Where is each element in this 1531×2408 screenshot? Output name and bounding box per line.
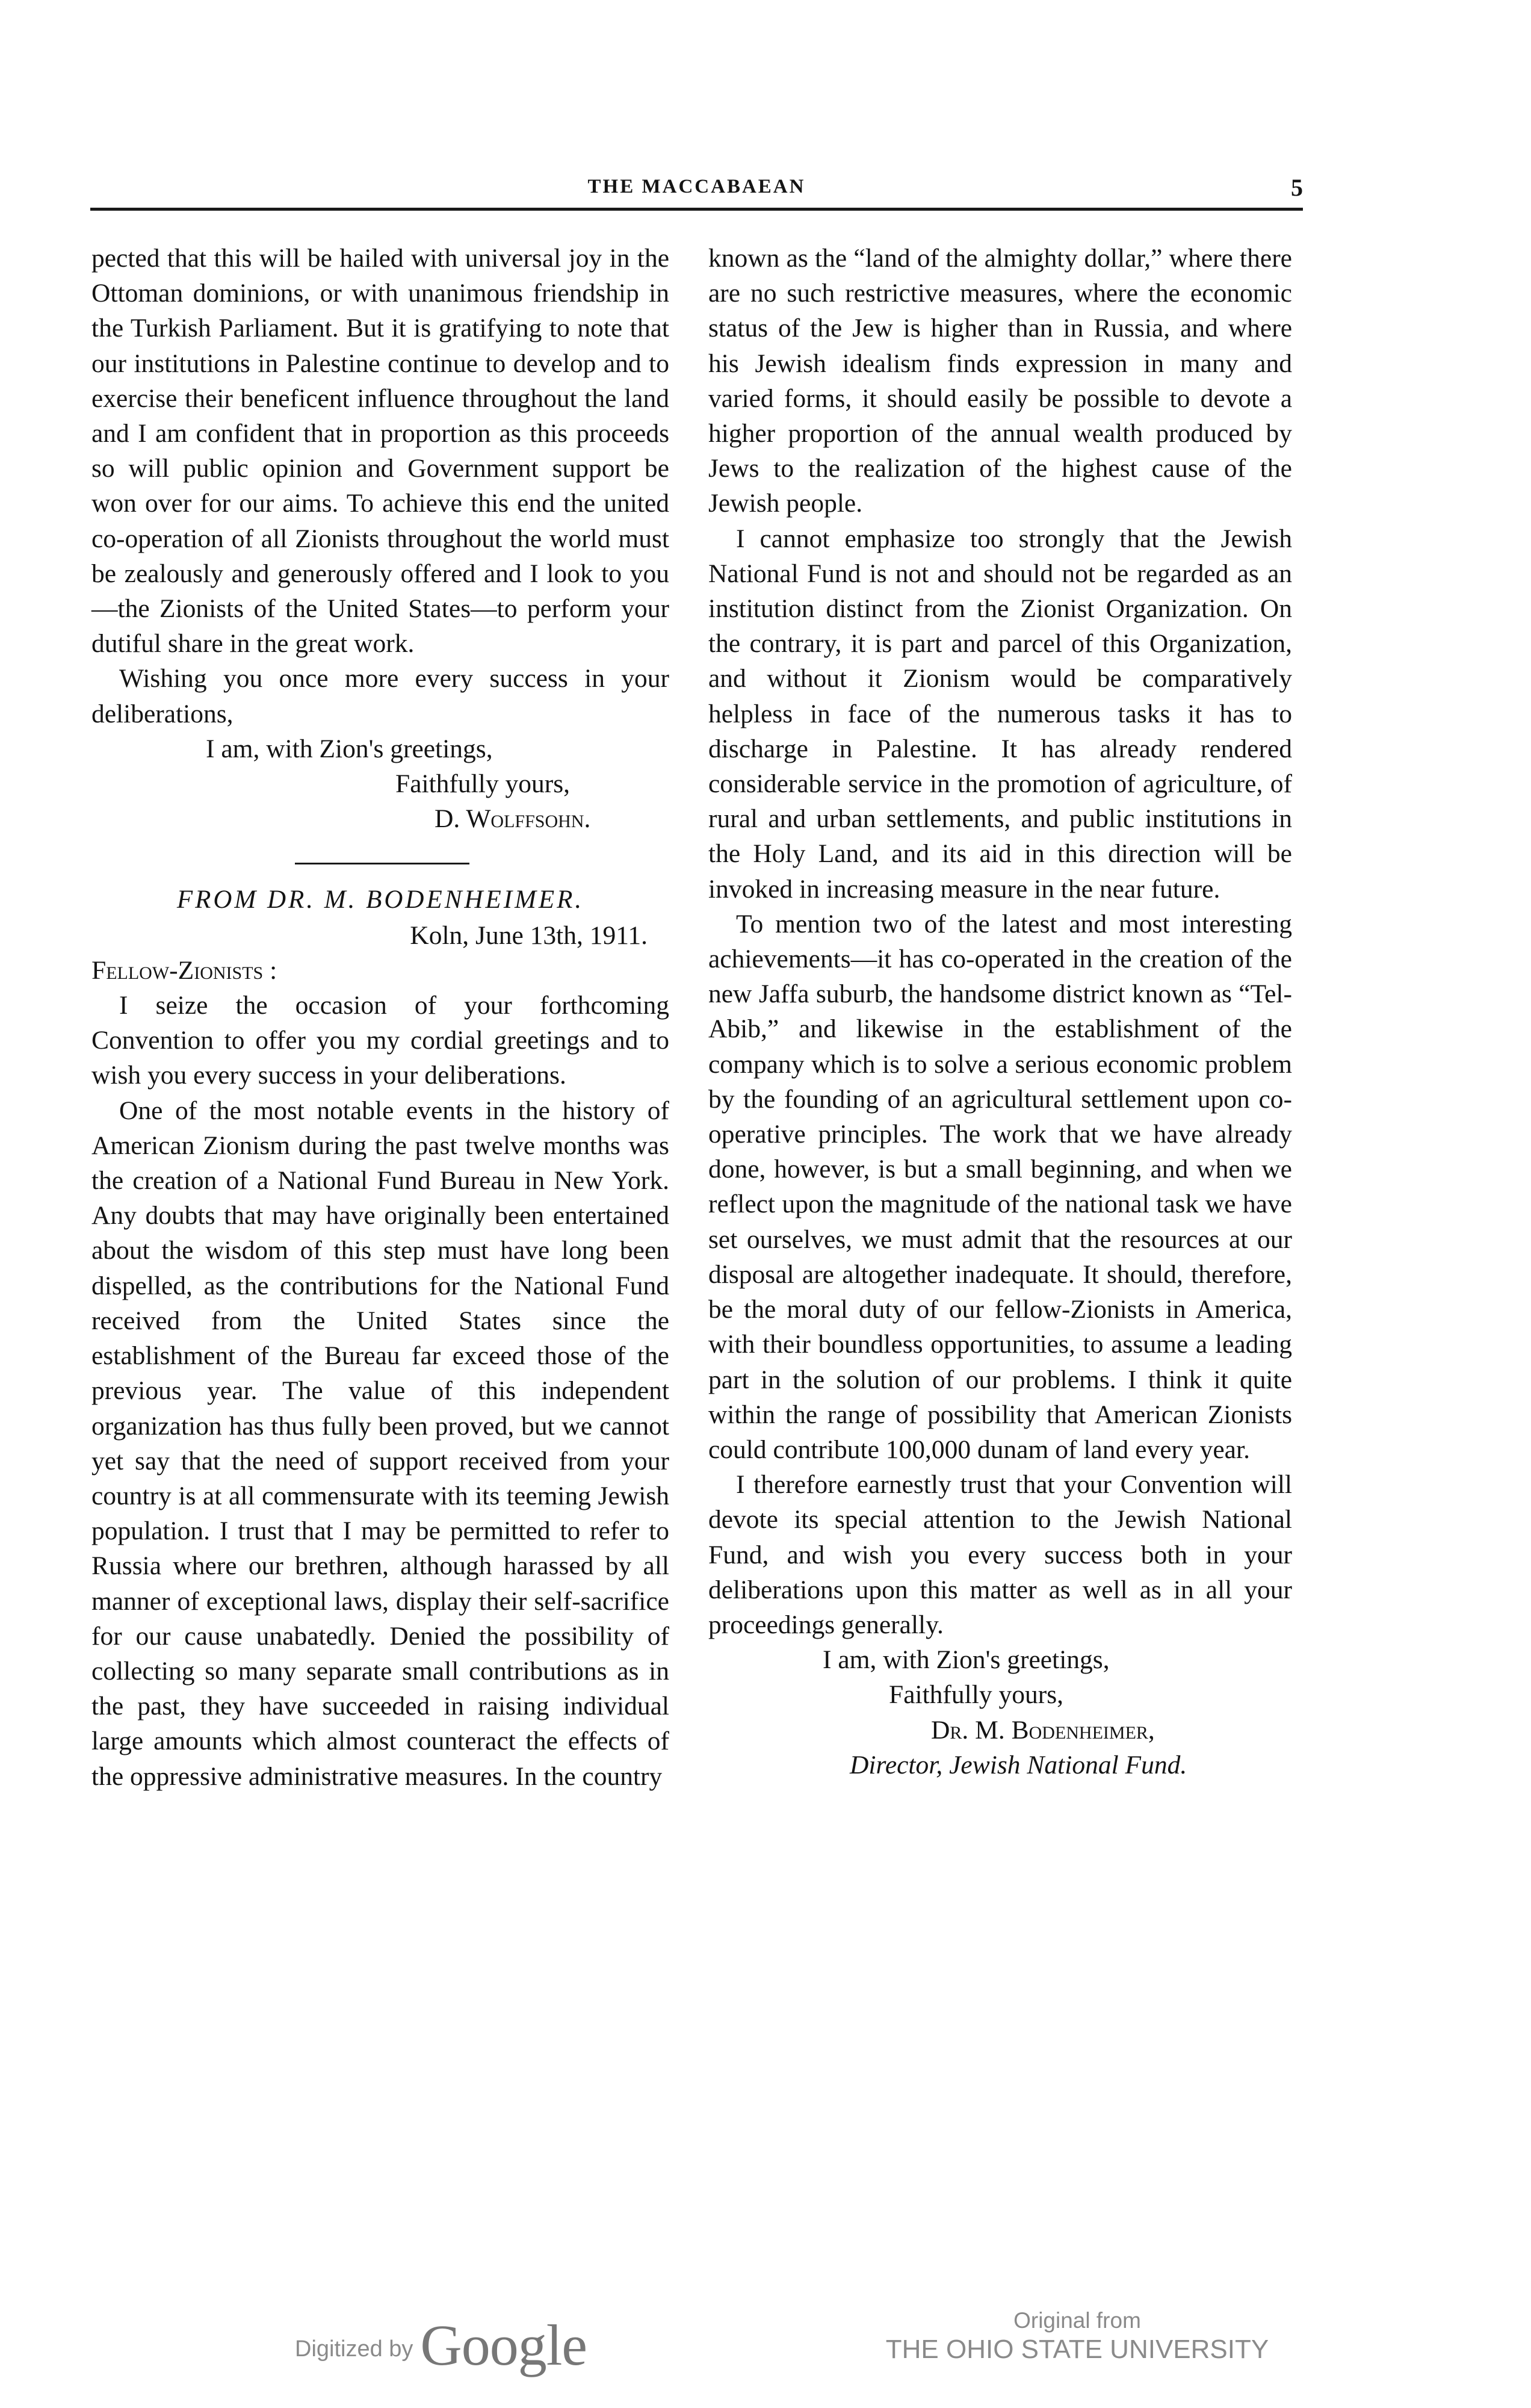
letter-body-paragraph: One of the most notable events in the history of American Zionism during the past twelve months was the creation of a National Fund Bureau in New York. Any doubts that may have originally been entertained about the wisdom of this step must have long been dispelled, as the contributions for the National Fund received from the United States since the establishment of the Bureau far exceed those of the previous year. The value of this independent organization has thus fully been proved, but we cannot yet say that the need of support received from your country is at all commensurate with its teeming Jewish population. I trust that I may be permitted to refer to Russia where our brethren, although harassed by all manner of exceptional laws, display their self-sacrifice for our cause unabatedly. Denied the possibility of collecting so many separate small contributions as in the past, they have succeeded in raising individual large amounts which almost counteract the effects of the oppressive administrative measures. In the country	[91, 1096, 669, 1791]
header-rule	[90, 208, 1303, 211]
letter-body-paragraph: known as the “land of the almighty dollar,” where there are no such restrictive measures, where the economic status of the Jew is higher than in Russia, and where his Jewish idealism finds expression in many and varied forms, it should easily be possible to devote a higher proportion of the annual wealth produced by Jews to the realization of the highest cause of the Jewish people.	[708, 244, 1292, 518]
closing-valediction: Faithfully yours,	[395, 769, 570, 799]
letter-body-paragraph: To mention two of the latest and most interesting achievements—it has co-operated in the creation of the new Jaffa suburb, the handsome district known as “Tel-Abib,” and likewise in the establishment of the company which is to solve a serious economic problem by the founding of an agricultural settlement upon co-operative principles. The work that we have already done, however, is but a small beginning, and when we reflect upon the magnitude of the national task we have set ourselves, we must admit that the resources at our disposal are altogether inadequate. It should, therefore, be the moral duty of our fellow-Zionists in America, with their boundless opportunities, to assume a leading part in the solution of our problems. I think it quite within the range of possibility that American Zionists could contribute 100,000 dunam of land every year.	[708, 909, 1292, 1464]
page-number: 5	[1291, 174, 1303, 201]
closing-greeting: I am, with Zion's greetings,	[823, 1645, 1110, 1675]
salutation: Fellow-Zionists :	[91, 955, 277, 985]
digitized-by-notice	[295, 2312, 587, 2379]
original-from-label: Original from	[1013, 2308, 1141, 2333]
university-name: THE OHIO STATE UNIVERSITY	[885, 2335, 1269, 2364]
right-column	[708, 241, 1292, 1783]
letter-body-paragraph: pected that this will be hailed with universal joy in the Ottoman dominions, or with unanimous friendship in the Turkish Parliament. But it is gratifying to note that our institutions in Palestine continue to develop and to exercise their beneficent influence throughout the land and I am confident that in proportion as this proceeds so will public opinion and Government support be won over for our aims. To achieve this end the united co-operation of all Zionists throughout the world must be zealously and generously offered and I look to you—the Zionists of the United States—to perform your dutiful share in the great work.	[91, 244, 669, 659]
left-column	[91, 241, 669, 1794]
running-title: THE MACCABAEAN	[587, 176, 806, 197]
page-header	[90, 176, 1303, 212]
letter-body-paragraph: I cannot emphasize too strongly that the Jewish National Fund is not and should not be regarded as an institution distinct from the Zionist Organization. On the contrary, it is part and parcel of this Organization, and without it Zionism would be comparatively helpless in face of the numerous tasks it has to discharge in Palestine. It has already rendered considerable service in the promotion of agriculture, of rural and urban settlements, and public institutions in the Holy Land, and its aid in this direction will be invoked in increasing measure in the near future.	[708, 524, 1292, 904]
original-from-notice	[879, 2308, 1276, 2365]
section-divider	[295, 863, 469, 864]
signature-title: Director, Jewish National Fund.	[850, 1750, 1187, 1780]
letter-body-paragraph: I seize the occasion of your forthcoming Convention to offer you my cordial greetings and to wish you every success in your deliberations.	[91, 991, 669, 1090]
digitized-by-label: Digitized by	[295, 2336, 413, 2362]
signature: D. Wolffsohn.	[435, 804, 591, 834]
google-logo: Google	[420, 2313, 587, 2377]
section-title: FROM DR. M. BODENHEIMER.	[176, 886, 584, 914]
closing-greeting: I am, with Zion's greetings,	[206, 734, 493, 763]
signature: Dr. M. Bodenheimer,	[931, 1715, 1155, 1745]
closing-valediction: Faithfully yours,	[889, 1680, 1063, 1710]
dateline: Koln, June 13th, 1911.	[410, 920, 648, 950]
letter-body-paragraph: Wishing you once more every success in your deliberations,	[91, 664, 669, 728]
letter-body-paragraph: I therefore earnestly trust that your Convention will devote its special attention to the Jewish National Fund, and wish you every success both in your deliberations upon this matter as well as in all your proceedings generally.	[708, 1470, 1292, 1639]
